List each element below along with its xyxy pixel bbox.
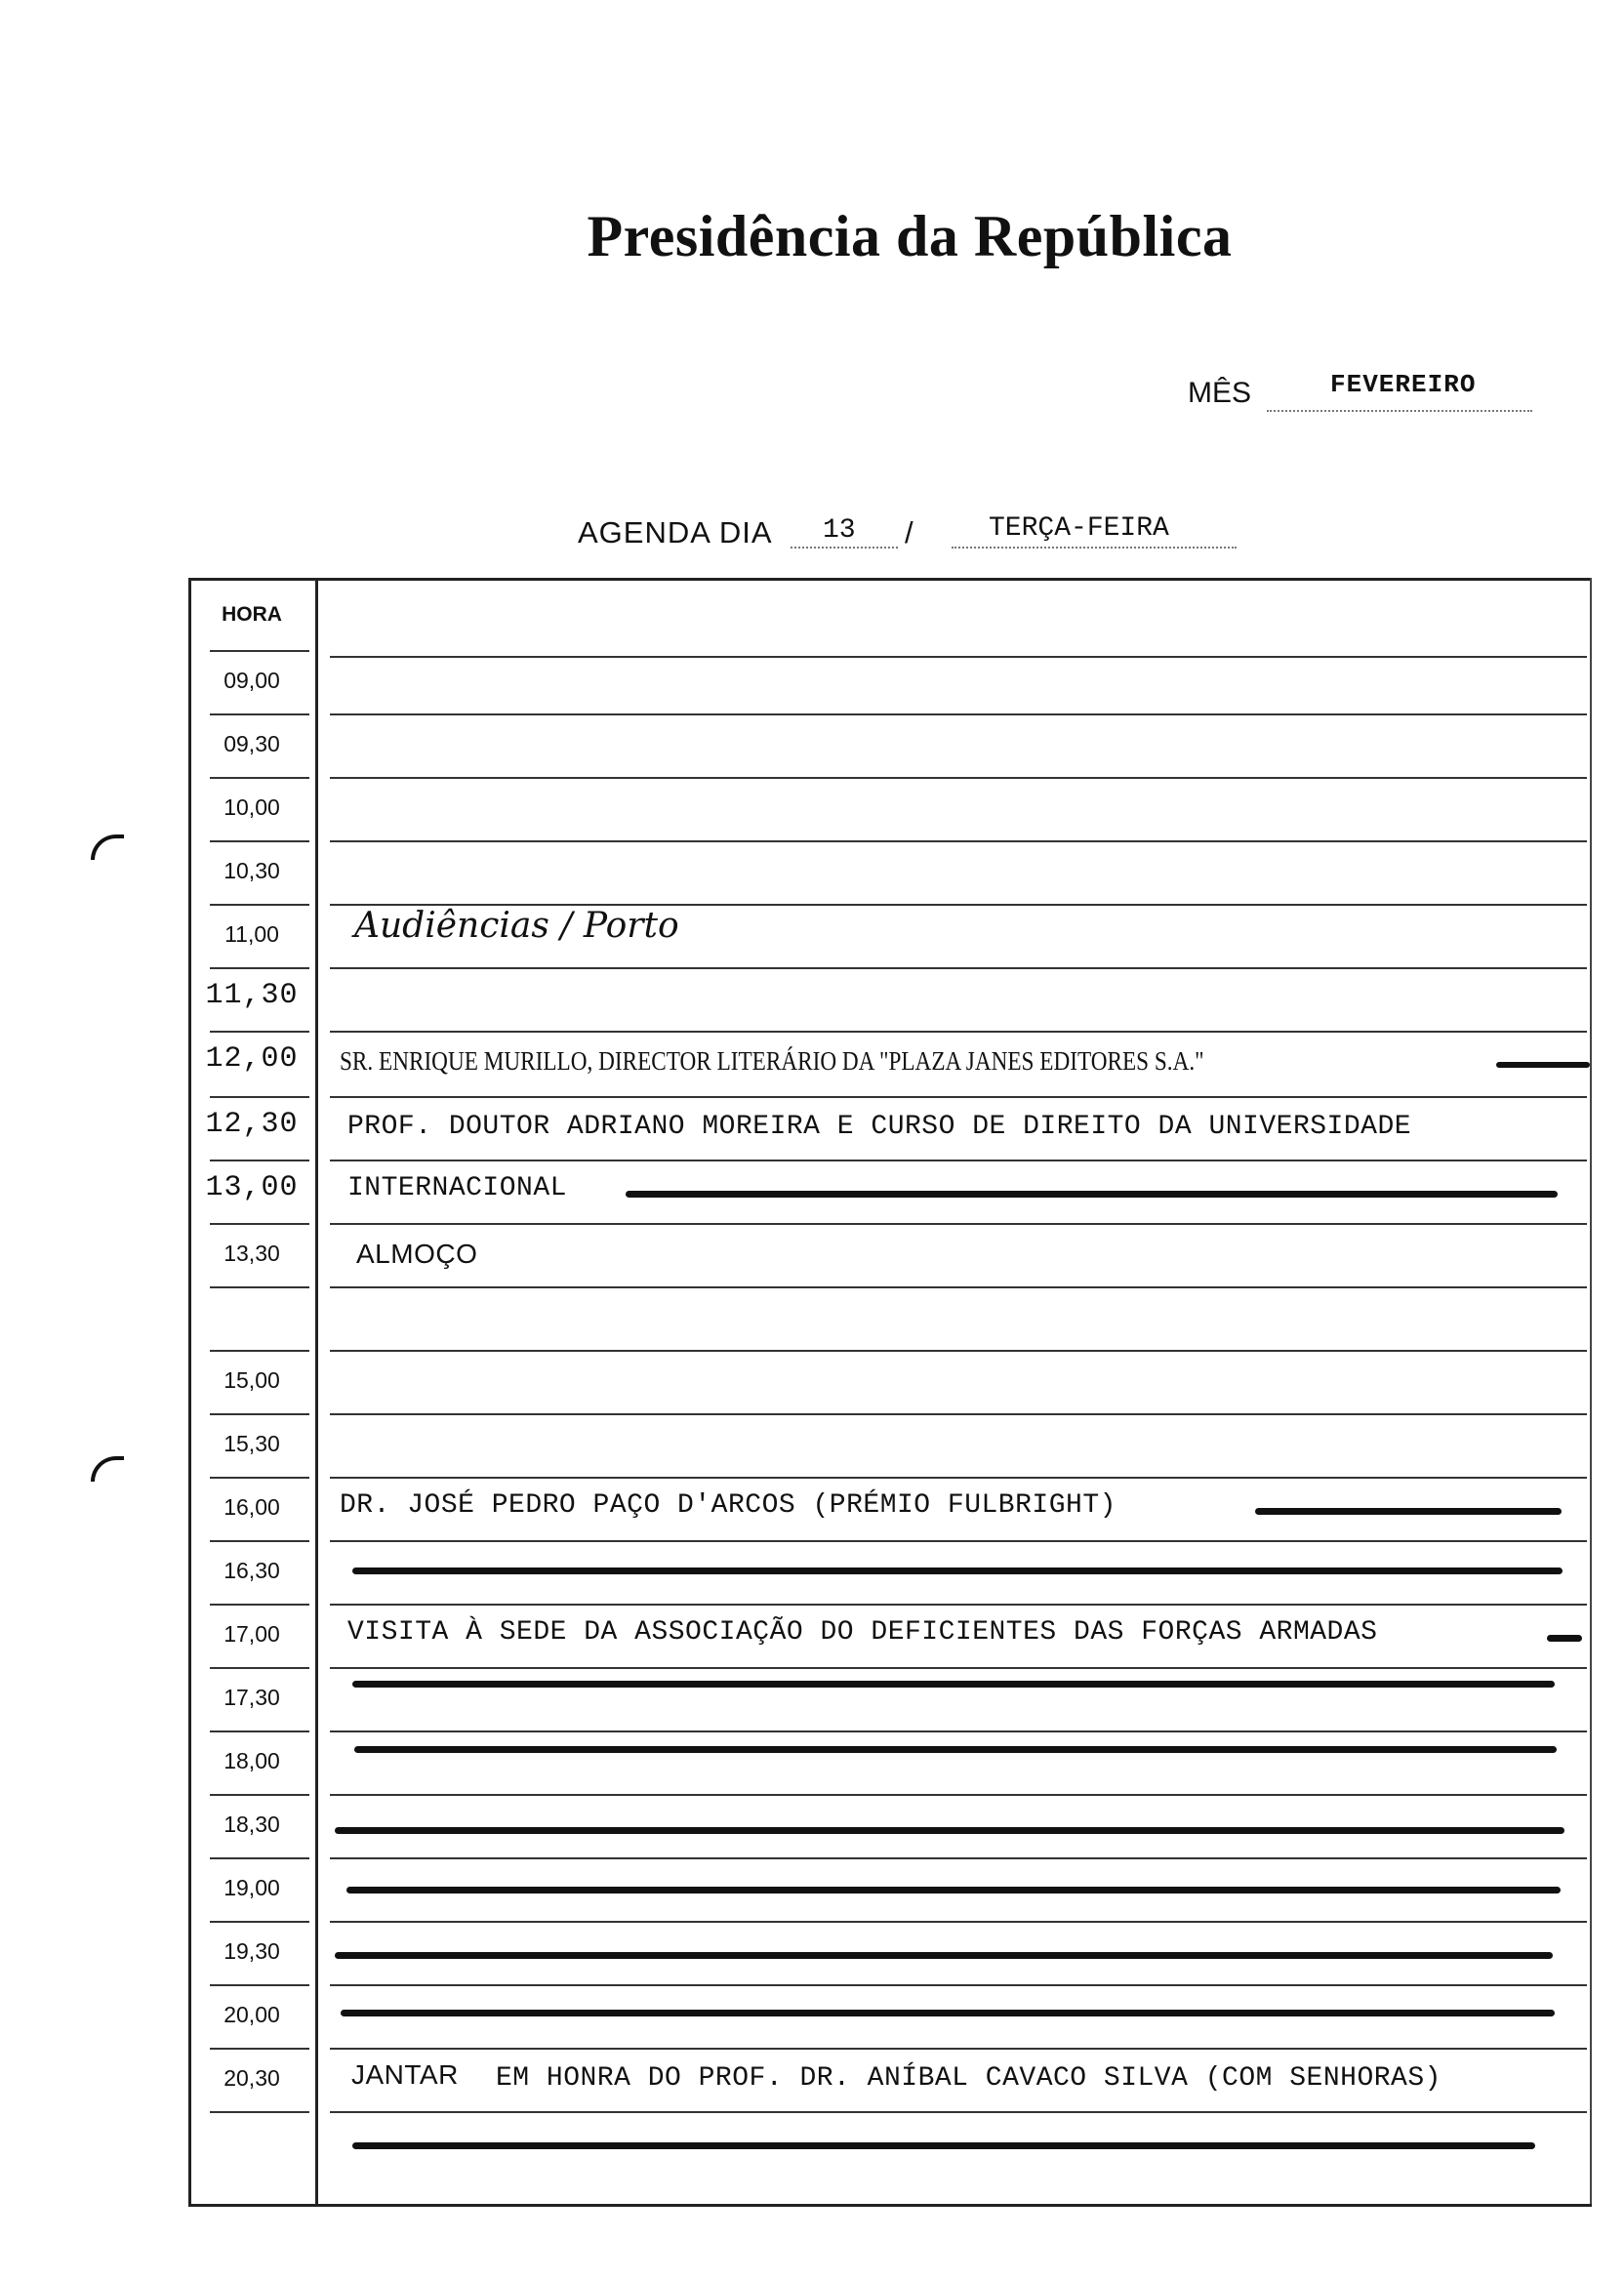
strike-line [335, 1827, 1564, 1834]
strike-line [352, 1568, 1563, 1574]
hour-cell: 20,30 [223, 2065, 280, 2091]
row-divider [330, 1223, 1587, 1225]
row-divider [330, 1096, 1587, 1098]
entry-text: INTERNACIONAL [347, 1173, 567, 1203]
punch-hole-mark [91, 835, 124, 860]
hour-cell: 20,00 [223, 2002, 280, 2027]
hour-cell: 18,30 [223, 1812, 280, 1837]
entry-text: ALMOÇO [356, 1239, 478, 1269]
row-divider [210, 777, 309, 779]
hour-cell: 10,30 [223, 858, 280, 883]
hour-cell: 16,00 [223, 1494, 280, 1520]
row-divider [330, 1350, 1587, 1352]
row-divider [330, 967, 1587, 969]
row-divider [330, 1477, 1587, 1479]
row-divider [330, 1540, 1587, 1542]
strike-line [1496, 1062, 1590, 1068]
month-label: MÊS [1188, 377, 1252, 409]
month-value: FEVEREIRO [1330, 370, 1477, 399]
strike-line [346, 1887, 1561, 1893]
row-divider [210, 1413, 309, 1415]
entry-text: VISITA À SEDE DA ASSOCIAÇÃO DO DEFICIENTES DAS FORÇAS ARMADAS [347, 1617, 1378, 1648]
strike-line [352, 1681, 1555, 1688]
row-divider [210, 1540, 309, 1542]
row-divider [330, 840, 1587, 842]
row-divider [210, 2048, 309, 2050]
hour-column-header: HORA [222, 603, 282, 626]
row-divider [210, 1160, 309, 1161]
hour-cell: 19,30 [223, 1938, 280, 1964]
agenda-day-label: AGENDA DIA [578, 515, 773, 550]
row-divider [330, 1921, 1587, 1923]
row-divider [330, 1857, 1587, 1859]
row-divider [210, 1730, 309, 1732]
day-value: 13 [823, 515, 856, 546]
row-divider [330, 1730, 1587, 1732]
row-divider [330, 713, 1587, 715]
entry-text-continued: EM HONRA DO PROF. DR. ANÍBAL CAVACO SILVA (COM SENHORAS) [496, 2063, 1441, 2094]
row-divider [330, 1667, 1587, 1669]
row-divider [330, 1286, 1587, 1288]
agenda-table [188, 578, 1594, 2210]
row-divider [210, 1857, 309, 1859]
hour-cell: 17,00 [223, 1621, 280, 1647]
date-separator: / [905, 515, 914, 550]
row-divider [210, 967, 309, 969]
hour-column-divider [315, 578, 318, 2206]
hour-cell: 09,30 [223, 731, 280, 756]
hour-cell: 16,30 [223, 1558, 280, 1583]
hour-cell: 12,00 [205, 1042, 299, 1076]
row-divider [210, 1667, 309, 1669]
table-border-top [188, 578, 1590, 581]
row-divider [330, 777, 1587, 779]
row-divider [210, 1604, 309, 1606]
row-divider [210, 1286, 309, 1288]
row-divider [210, 1477, 309, 1479]
row-divider [330, 656, 1587, 658]
entry-text: JANTAR [351, 2059, 459, 2090]
row-divider [330, 2111, 1587, 2113]
hour-cell: 11,00 [224, 921, 279, 947]
strike-line [354, 1746, 1557, 1753]
row-divider [330, 1604, 1587, 1606]
hour-cell: 13,30 [223, 1241, 280, 1266]
row-divider [210, 1223, 309, 1225]
row-divider [330, 1413, 1587, 1415]
row-divider [330, 1160, 1587, 1161]
hour-cell: 10,00 [223, 794, 280, 820]
entry-text: SR. ENRIQUE MURILLO, DIRECTOR LITERÁRIO DA "PLAZA JANES EDITORES S.A." [340, 1046, 1204, 1076]
hour-cell: 11,30 [205, 979, 299, 1012]
hour-cell: 15,30 [223, 1431, 280, 1456]
table-border-bottom [188, 2204, 1592, 2207]
row-divider [210, 1096, 309, 1098]
row-divider [210, 840, 309, 842]
day-fill-line [791, 547, 898, 549]
strike-line [335, 1952, 1553, 1959]
page-title: Presidência da República [587, 204, 1233, 268]
strike-line [341, 2010, 1555, 2016]
strike-line [1547, 1635, 1582, 1642]
row-divider [210, 650, 309, 652]
month-fill-line [1267, 410, 1532, 412]
table-border-right [1590, 578, 1592, 2206]
hour-cell: 13,00 [205, 1171, 299, 1204]
row-divider [330, 1984, 1587, 1986]
hour-cell: 12,30 [205, 1108, 299, 1141]
hour-cell: 17,30 [223, 1685, 280, 1710]
row-divider [210, 1794, 309, 1796]
row-divider [210, 1921, 309, 1923]
row-divider [330, 1031, 1587, 1033]
row-divider [210, 2111, 309, 2113]
weekday-fill-line [952, 547, 1237, 549]
row-divider [210, 713, 309, 715]
row-divider [210, 1350, 309, 1352]
handwritten-note: Audiências / Porto [354, 906, 679, 946]
strike-line [626, 1191, 1558, 1198]
strike-line [1255, 1508, 1562, 1515]
entry-text: DR. JOSÉ PEDRO PAÇO D'ARCOS (PRÉMIO FULBRIGHT) [340, 1490, 1116, 1521]
hour-cell: 15,00 [223, 1367, 280, 1393]
row-divider [330, 2048, 1587, 2050]
row-divider [210, 1984, 309, 1986]
entry-text: PROF. DOUTOR ADRIANO MOREIRA E CURSO DE DIREITO DA UNIVERSIDADE [347, 1112, 1412, 1142]
strike-line [352, 2142, 1535, 2149]
row-divider [210, 1031, 309, 1033]
row-divider [330, 1794, 1587, 1796]
hour-cell: 09,00 [223, 668, 280, 693]
row-divider [210, 904, 309, 906]
weekday-value: TERÇA-FEIRA [989, 513, 1169, 544]
hour-cell: 18,00 [223, 1748, 280, 1773]
hour-cell: 19,00 [223, 1875, 280, 1900]
punch-hole-mark [91, 1456, 124, 1482]
